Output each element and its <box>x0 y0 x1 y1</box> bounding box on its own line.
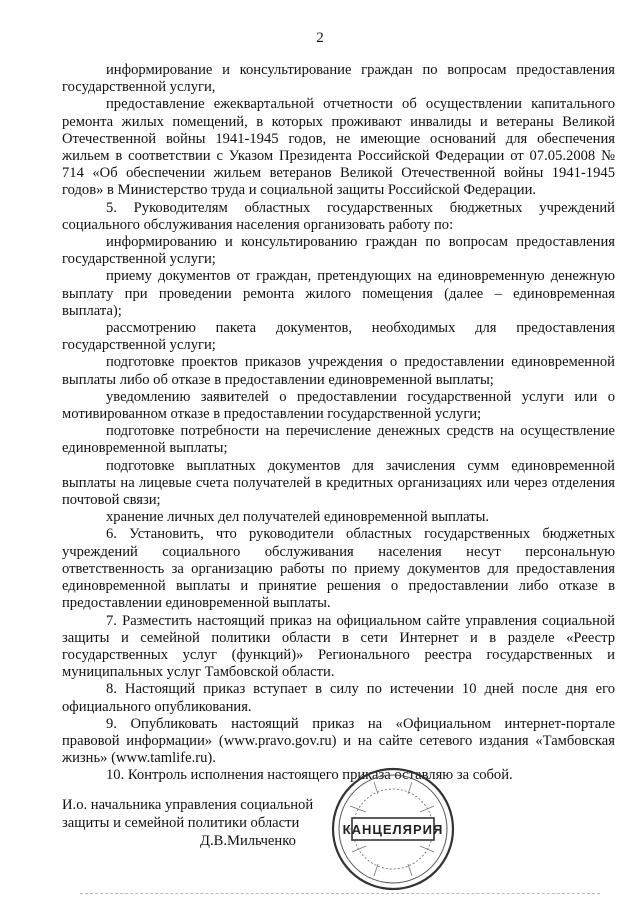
paragraph: предоставление ежеквартальной отчетности об осуществлении капитального ремонта жилых помещений, в которых проживают инвалиды и ветераны Великой Отечественной войны 1941-1945 годов, не имеющие оснований для обеспечения жильем в соответствии с Указом Президента Российской Федерации от 07.05.2008 № 714 «Об обеспечении жильем ветеранов Великой Отечественной войны 1941-1945 годов» в Министерство труда и социальной защиты Российской Федерации. <box>62 96 615 199</box>
paragraph: информированию и консультированию граждан по вопросам предоставления государственной услуги; <box>62 234 615 268</box>
paragraph-item-9: 9. Опубликовать настоящий приказ на «Официальном интернет-портале правовой информации» (www.pravo.gov.ru) и на сайте сетевого издания «Тамбовская жизнь» (www.tamlife.ru). <box>62 715 615 767</box>
paragraph: хранение личных дел получателей единовременной выплаты. <box>106 509 490 526</box>
paragraph: рассмотрению пакета документов, необходимых для предоставления государственной услуги; <box>62 320 615 354</box>
paragraph-item-7: 7. Разместить настоящий приказ на официальном сайте управления социальной защиты и семейной политики области в сети Интернет и в разделе «Реестр государственных услуг (функций)» Регионального реестра государственных и муниципальных услуг Тамбовской области. <box>62 612 615 681</box>
paragraph-item-8: 8. Настоящий приказ вступает в силу по истечении 10 дней после дня его официального опубликования. <box>62 681 615 715</box>
paragraph: подготовке проектов приказов учреждения о предоставлении единовременной выплаты либо об отказе в предоставлении единовременной выплаты; <box>62 354 615 388</box>
paragraph-item-6: 6. Установить, что руководители областных государственных бюджетных учреждений социального обслуживания населения несут персональную ответственность за организацию работы по приему документов для предоставления единовременной выплаты и принятие решения о предоставлении либо отказе в предоставлении единовременной выплаты. <box>62 526 615 612</box>
signatory-name: Д.В.Мильченко <box>200 833 296 849</box>
paragraph: подготовке выплатных документов для зачисления сумм единовременной выплаты на лицевые счета получателей в кредитных организациях или через отделения почтовой связи; <box>62 457 615 509</box>
page-number: 2 <box>316 30 324 46</box>
stamp-label: КАНЦЕЛЯРИЯ <box>342 822 444 837</box>
scan-edge-divider <box>80 893 600 896</box>
signature-position-line1: И.о. начальника управления социальной <box>62 797 314 813</box>
paragraph: уведомлению заявителей о предоставлении государственной услуги или о мотивированном отказе в предоставлении государственной услуги; <box>62 388 615 423</box>
paragraph-item-10: 10. Контроль исполнения настоящего приказа оставляю за собой. <box>106 767 513 784</box>
document-body <box>62 62 615 785</box>
paragraph: приему документов от граждан, претендующих на единовременную денежную выплату при проведении ремонта жилого помещения (далее – единовременная выплата); <box>62 268 615 319</box>
paragraph: подготовке потребности на перечисление денежных средств на осуществление единовременной выплаты; <box>62 423 615 457</box>
signature-position-line2: защиты и семейной политики области <box>62 815 300 831</box>
office-stamp <box>330 766 456 892</box>
signature-block <box>62 796 362 850</box>
paragraph: информирование и консультирование граждан по вопросам предоставления государственной услуги, <box>62 62 615 96</box>
stamp-icon <box>330 766 456 892</box>
paragraph-item-5: 5. Руководителям областных государственных бюджетных учреждений социального обслуживания населения организовать работу по: <box>62 199 615 233</box>
